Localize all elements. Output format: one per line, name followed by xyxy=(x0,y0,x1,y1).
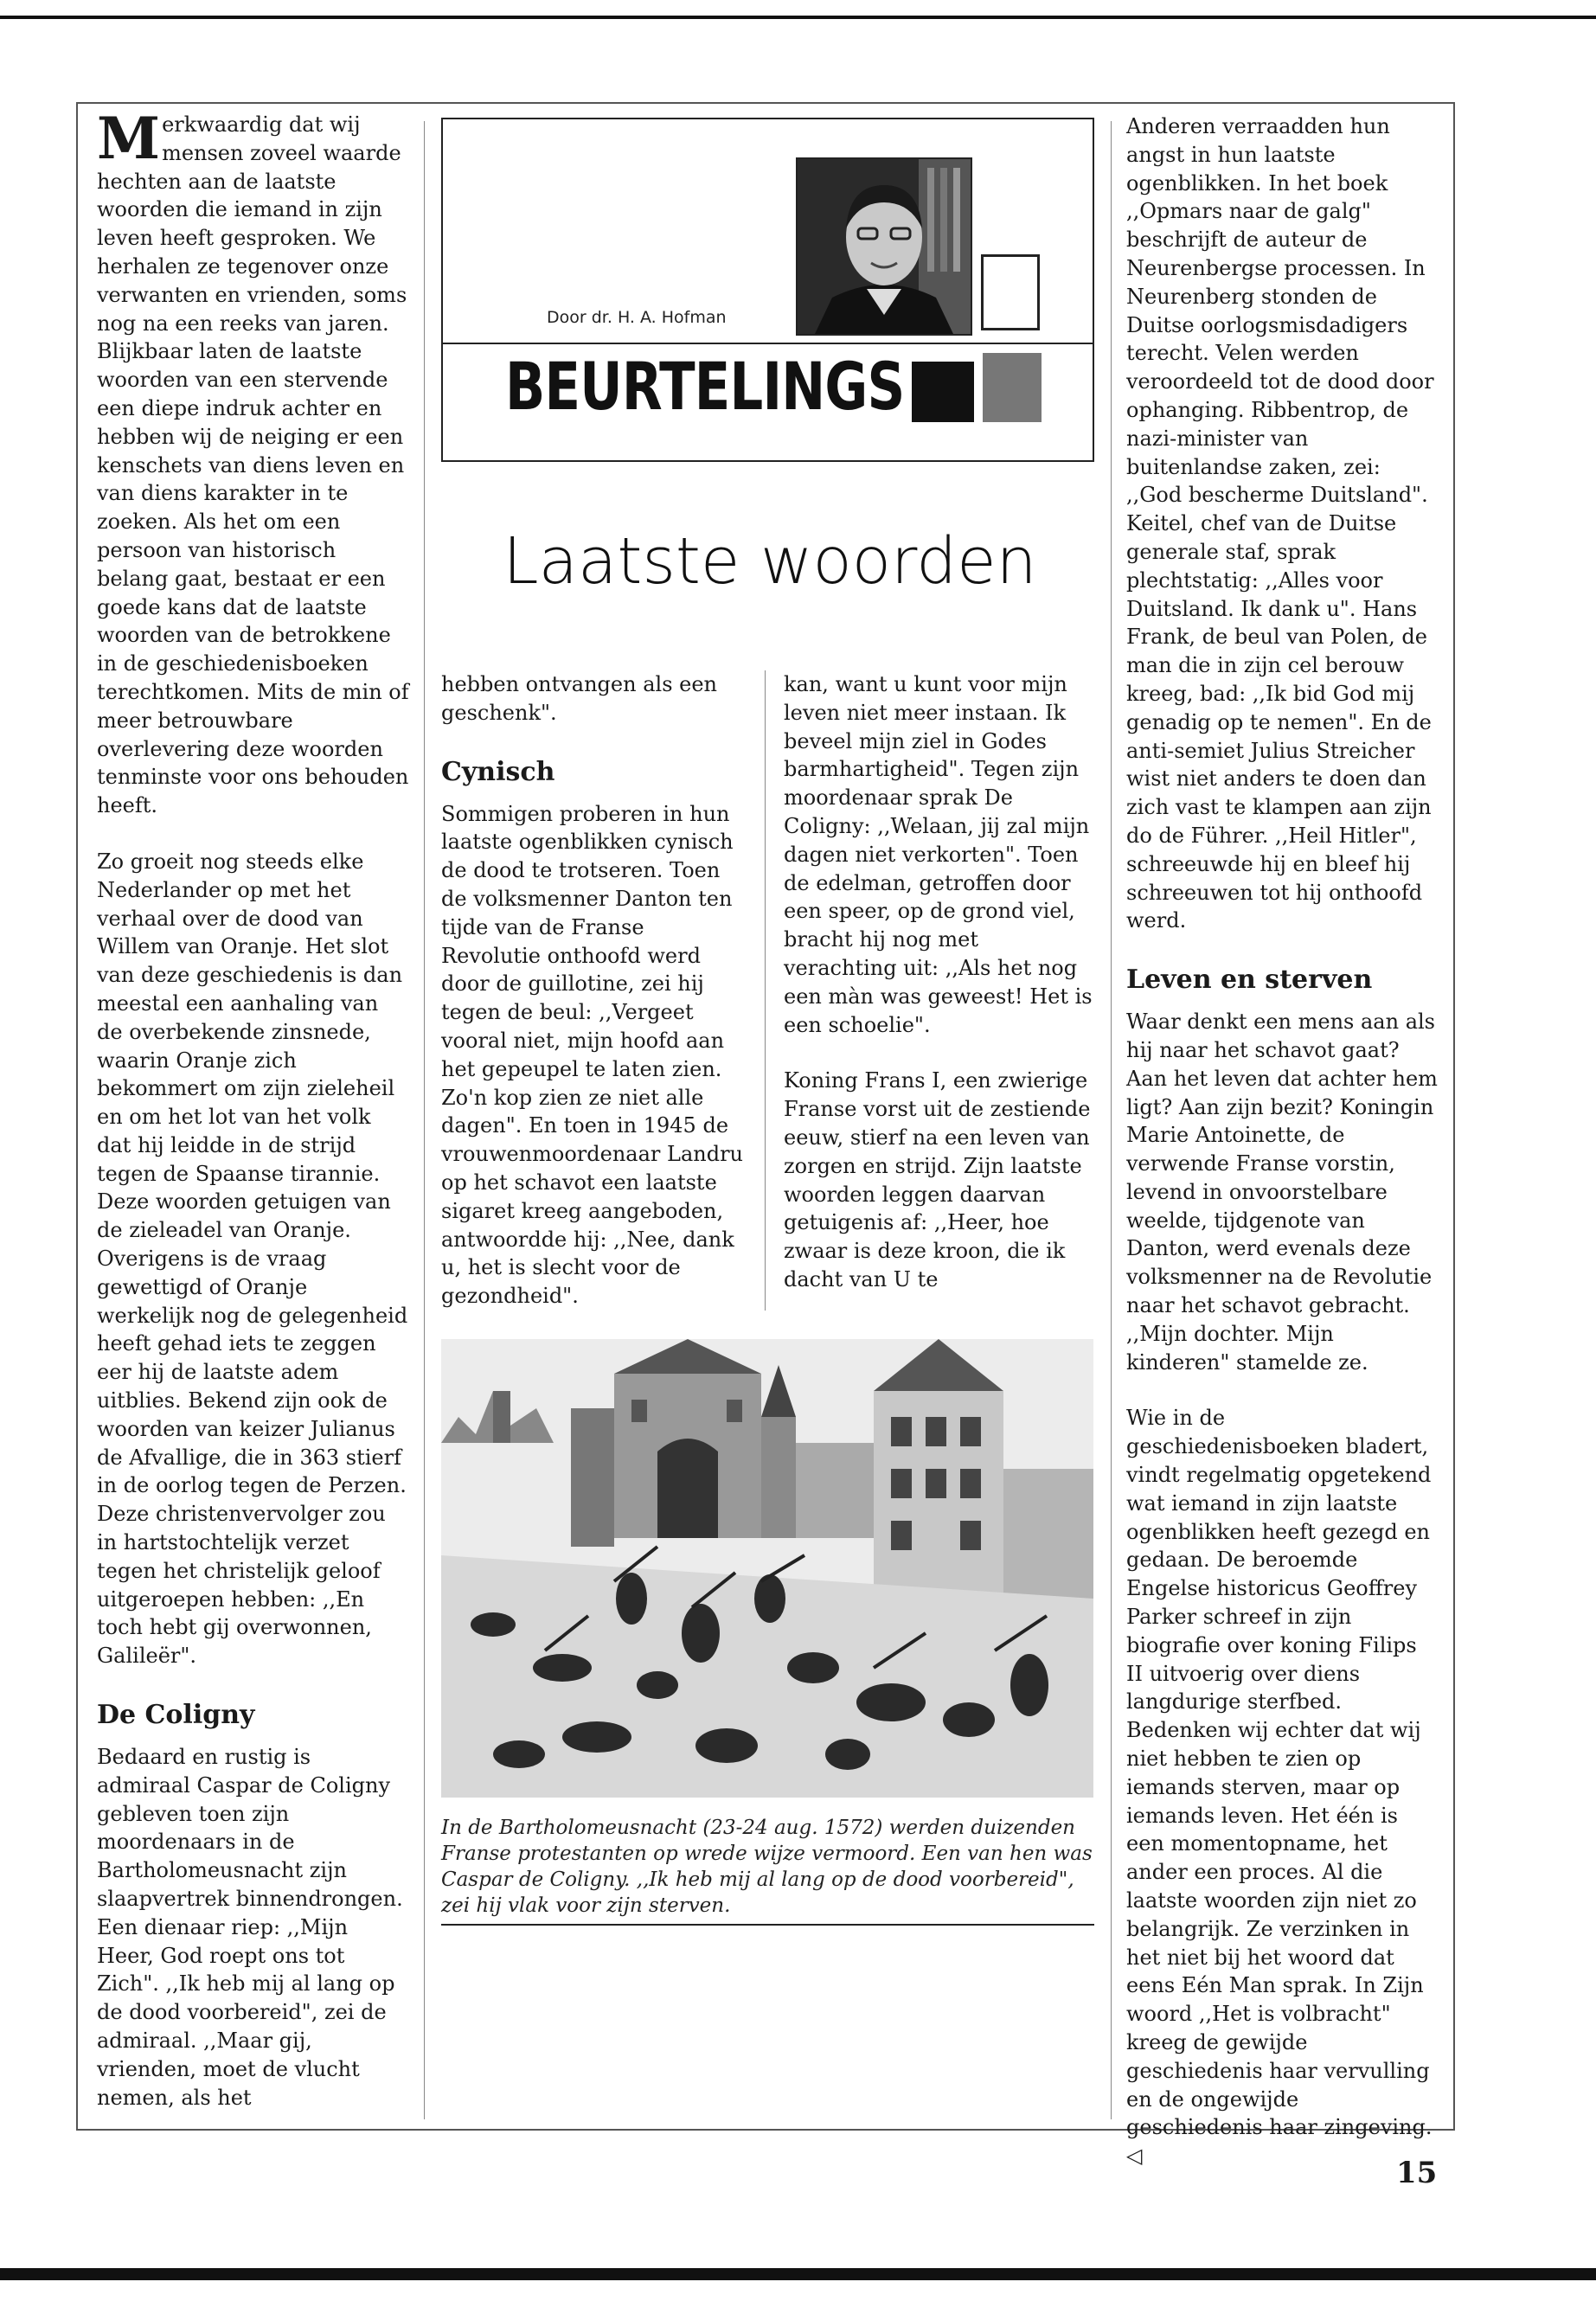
decorative-square-gray xyxy=(983,353,1042,422)
column-divider xyxy=(424,121,425,2119)
column-divider xyxy=(1111,121,1112,2119)
massacre-engraving-icon xyxy=(441,1339,1093,1798)
column-1 xyxy=(97,105,410,2139)
paragraph-oranje: Zo groeit nog steeds elke Nederlander op met het verhaal over de dood van Willem van Oranje. Het slot van deze geschiedenis is dan meestal een aanhaling van de overbekende zinsnede, waarin Oranje zich bekommert om zijn zieleheil en om het lot van het volk dat hij leidde in de strijd tegen de Spaanse tirannie. Deze woorden getuigen van de zieleadel van Oranje. Overigens is de vraag gewettigd of Oranje werkelijk nog de gelegenheid heeft gehad iets te zeggen eer hij de laatste adem uitblies. Bekend zijn ook de woorden van keizer Julianus de Afvallige, die in 363 stierf in de oorlog tegen de Perzen. Deze christenvervolger zou in hartstochtelijk verzet tegen het christelijk geloof uitgeroepen hebben: ,,En toch hebt gij overwonnen, Galileër". xyxy=(97,849,408,1669)
image-caption: In de Bartholomeusnacht (23-24 aug. 1572) werden duizenden Franse protestanten op wrede wijze vermoord. Een van hen was Caspar de Coligny. ,,Ik heb mij al lang op de dood voorbereid", zei hij vlak voor zijn sterven. xyxy=(441,1817,1093,1917)
column-divider xyxy=(765,670,766,1311)
header-rule xyxy=(443,343,1093,344)
decorative-square-black xyxy=(912,362,974,422)
subheading-de-coligny: De Coligny xyxy=(97,1700,255,1731)
paragraph-cynisch: Sommigen proberen in hun laatste ogenblikken cynisch de dood te trotseren. Toen de volksmenner Danton ten tijde van de Franse Revolutie onthoofd werd door de guillotine, zei hij tegen de beul: ,,Vergeet vooral niet, mijn hoofd aan het gepeupel te laten zien. Zo'n kop zien ze niet alle dagen". En toen in 1945 de vrouwenmoordenaar Landru op het schavot een laatste sigaret kreeg aangeboden, antwoordde hij: ,,Nee, dank u, het is slecht voor de gezondheid". xyxy=(441,801,744,1309)
top-rule xyxy=(0,16,1596,19)
page-number: 15 xyxy=(1396,2156,1438,2190)
column-5 xyxy=(1126,112,1438,2198)
paragraph-neurenberg: Anderen verraadden hun angst in hun laatste ogenblikken. In het boek ,,Opmars naar de galg" beschrijft de auteur de Neurenbergse processen. In Neurenberg stonden de Duitse oorlogsmisdadigers terecht. Velen werden veroordeeld tot de dood door ophanging. Ribbentrop, de nazi-minister van buitenlandse zaken, zei: ,,God bescherme Duitsland". Keitel, chef van de Duitse generale staf, sprak plechtstatig: ,,Alles voor Duitsland. Ik dank u". Hans Frank, de beul van Polen, de man die in zijn cel berouw kreeg, bad: ,,Ik bid God mij genadig op te nemen". En de anti-semiet Julius Streicher wist niet anders te doen dan zich vast te klampen aan zijn do de Führer. ,,Heil Hitler", schreeuwde hij en bleef hij schreeuwen tot hij onthoofd werd. xyxy=(1126,114,1434,933)
author-byline: Door dr. H. A. Hofman xyxy=(547,308,727,327)
paragraph-conclusie: Wie in de geschiedenisboeken bladert, vindt regelmatig opgetekend wat iemand in zijn laatste ogenblikken heeft gezegd en gedaan. De beroemde Engelse historicus Geoffrey Parker schreef in zijn biografie over koning Filips II uitvoerig over diens langdurige sterfbed. Bedenken wij echter dat wij niet hebben te zien op iemands sterven, maar op iemands leven. Het één is een momentopname, het ander een proces. Al die laatste woorden zijn niet zo belangrijk. Ze verzinken in het niet bij het woord dat eens Eén Man sprak. In Zijn woord ,,Het is volbracht" kreeg de gewijde geschiedenis haar vervulling en de ongewijde geschiedenis haar zingeving. ◁ xyxy=(1126,1406,1433,2169)
intro-paragraph: Merkwaardig dat wij mensen zoveel waarde hechten aan de laatste woorden die iemand in zijn leven heeft gesproken. We herhalen ze tegenover onze verwanten en vrienden, soms nog na een reeks van jaren. Blijkbaar laten de laatste woorden van een stervende een diepe indruk achter en hebben wij de neiging er een kenschets van diens leven en van diens karakter in te zoeken. Als het om een persoon van historisch belang gaat, bestaat er een goede kans dat de laatste woorden van de betrokkene in de geschiedenisboeken terechtkomen. Mits de min of meer betrouwbare overlevering deze woorden tenminste voor ons behouden heeft. xyxy=(97,105,409,818)
column-name: BEURTELINGS xyxy=(505,348,905,425)
author-photo xyxy=(796,157,972,336)
paragraph-schavot: Waar denkt een mens aan als hij naar het schavot gaat? Aan het leven dat achter hem ligt? Aan zijn bezit? Koningin Marie Antoinette, de verwende Franse vorstin, levend in onvoorstelbare weelde, tijdgenote van Danton, werd evenals deze volksmenner na de Revolutie naar het schavot gebracht. ,,Mijn dochter. Mijn kinderen" stamelde ze. xyxy=(1126,1009,1438,1375)
column-3 xyxy=(441,670,744,1338)
decorative-square-outline xyxy=(981,254,1040,330)
column-4 xyxy=(784,670,1095,1322)
paragraph-coligny: Bedaard en rustig is admiraal Caspar de Coligny gebleven toen zijn moordenaars in de Bartholomeusnacht zijn slaapvertrek binnendrongen. Een dienaar riep: ,,Mijn Heer, God roept ons tot Zich". ,,Ik heb mij al lang op de dood voorbereid", zei de admiraal. ,,Maar gij, vrienden, moet de vlucht nemen, als het xyxy=(97,1745,403,2110)
paragraph-coligny-cont: kan, want u kunt voor mijn leven niet meer instaan. Ik beveel mijn ziel in Godes barmhartigheid". Tegen zijn moordenaar sprak De Coligny: ,,Welaan, jij zal mijn dagen niet verkorten". Toen de edelman, getroffen door een speer, op de grond viel, bracht hij nog met verachting uit: ,,Als het nog een màn was geweest! Het is een schoelie". xyxy=(784,672,1093,1037)
author-portrait-icon xyxy=(798,159,971,334)
caption-rule xyxy=(441,1924,1094,1926)
paragraph-geschenk: hebben ontvangen als een geschenk". xyxy=(441,672,717,725)
paragraph-frans-i: Koning Frans I, een zwierige Franse vorst uit de zestiende eeuw, stierf na een leven van zorgen en strijd. Zijn laatste woorden leggen daarvan getuigenis af: ,,Heer, hoe zwaar is deze kroon, die ik dacht van U te xyxy=(784,1068,1091,1292)
subheading-leven-en-sterven: Leven en sterven xyxy=(1126,965,1373,996)
column-header xyxy=(441,118,1094,462)
subheading-cynisch: Cynisch xyxy=(441,756,555,787)
bottom-rule xyxy=(0,2268,1596,2280)
bartholomeusnacht-illustration xyxy=(441,1339,1093,1798)
drop-cap: M xyxy=(97,105,161,172)
article-headline: Laatste woorden xyxy=(503,524,1037,599)
